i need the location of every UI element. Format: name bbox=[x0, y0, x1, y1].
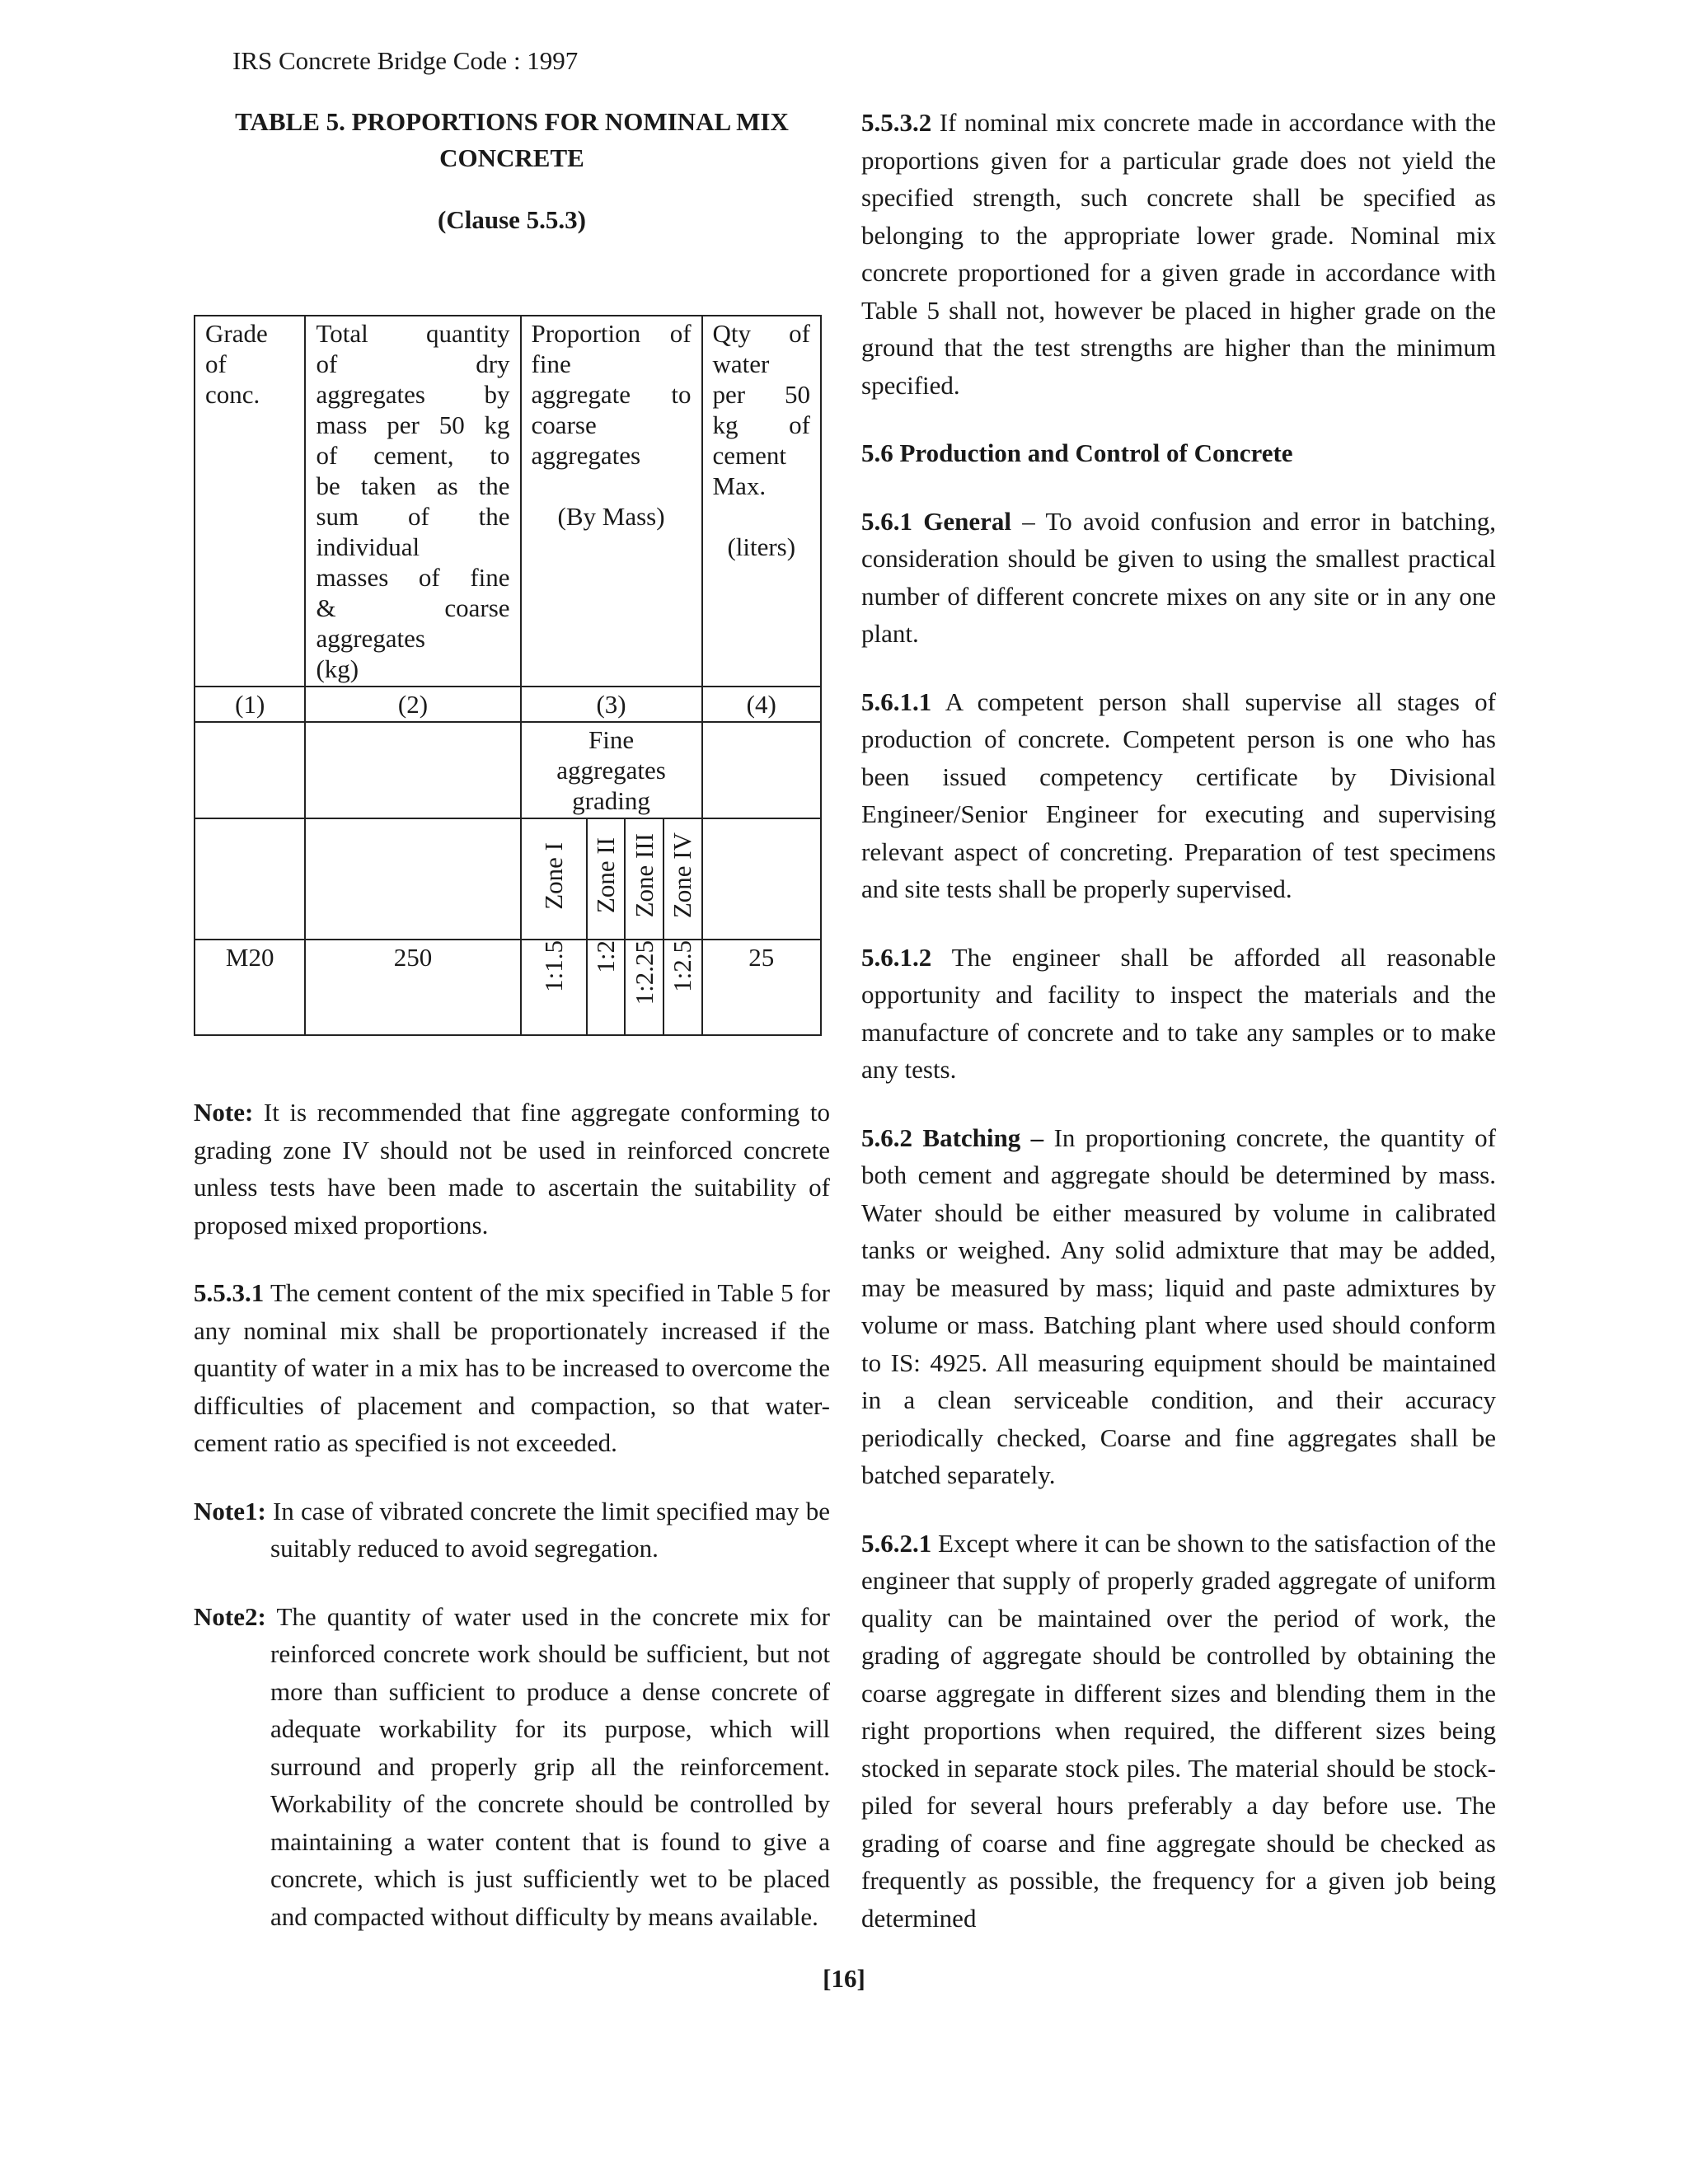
header-line: Max. bbox=[712, 471, 767, 500]
column-number-row bbox=[195, 687, 821, 722]
header-line: conc. bbox=[205, 380, 260, 409]
zone-label: Zone II bbox=[590, 837, 620, 914]
grade-cell: M20 bbox=[195, 940, 305, 1035]
proportion-value: 1:2 bbox=[590, 940, 620, 973]
clause-5-5-3-1 bbox=[194, 1274, 830, 1462]
proportion-cell bbox=[521, 940, 587, 1035]
total-cell: 250 bbox=[305, 940, 520, 1035]
clause-5-6-1-2 bbox=[861, 939, 1496, 1089]
table-clause-reference: (Clause 5.5.3) bbox=[438, 205, 586, 234]
table-row bbox=[195, 940, 821, 1035]
clause-heading: 5.6.2 Batching – bbox=[861, 1122, 1044, 1152]
proportion-value: 1:1.5 bbox=[538, 940, 568, 992]
table-title-line-2: CONCRETE bbox=[439, 143, 584, 172]
proportion-value: 1:2.5 bbox=[668, 940, 697, 992]
note-2 bbox=[194, 1598, 830, 1936]
clause-5-5-3-2 bbox=[861, 104, 1496, 404]
zone-header bbox=[625, 818, 663, 940]
header-grade bbox=[195, 316, 305, 687]
clause-heading: 5.6.1 General bbox=[861, 506, 1011, 536]
header-line: cement bbox=[712, 441, 787, 470]
clause-text: – To avoid confusion and error in batching, consideration should be given to using the smallest practical number of different concrete mixes on any site or in any one plant. bbox=[861, 506, 1496, 648]
water-cell: 25 bbox=[702, 940, 821, 1035]
column-number: (3) bbox=[521, 687, 702, 722]
header-line: of bbox=[205, 349, 227, 378]
note-1-label: Note1: bbox=[194, 1496, 266, 1526]
column-number: (1) bbox=[195, 687, 305, 722]
table-header-row bbox=[195, 316, 821, 687]
header-line: water bbox=[712, 349, 770, 378]
clause-number: 5.6.2.1 bbox=[861, 1528, 932, 1558]
column-number: (2) bbox=[305, 687, 520, 722]
header-line: (kg) bbox=[316, 654, 359, 683]
clause-5-6-1-1 bbox=[861, 683, 1496, 908]
header-line: masses of fine bbox=[316, 563, 510, 592]
empty-cell bbox=[305, 818, 520, 940]
note-text: It is recommended that fine aggregate conforming to grading zone IV should not be used in reinforced concrete unless tests have been made to ascertain the suitability of proposed mixed proportions. bbox=[194, 1098, 830, 1240]
zone-label: Zone IV bbox=[668, 832, 697, 919]
header-line: aggregates bbox=[316, 624, 425, 653]
header-proportion bbox=[521, 316, 702, 687]
header-line: of cement, to bbox=[316, 441, 510, 470]
proportion-value: 1:2.25 bbox=[629, 940, 659, 1005]
zone-row bbox=[195, 818, 821, 940]
header-line: aggregate to coarse bbox=[531, 380, 692, 439]
header-line: of dry bbox=[316, 349, 510, 378]
empty-cell bbox=[305, 722, 520, 818]
note-label: Note: bbox=[194, 1098, 254, 1127]
grading-label-line: grading bbox=[572, 786, 650, 815]
section-heading-5-6: 5.6 Production and Control of Concrete bbox=[861, 438, 1293, 467]
header-line: Grade bbox=[205, 319, 268, 348]
empty-cell bbox=[702, 818, 821, 940]
right-column bbox=[861, 104, 1496, 1937]
note-2-label: Note2: bbox=[194, 1601, 266, 1631]
header-line: be taken as the bbox=[316, 471, 510, 500]
note-1-text: In case of vibrated concrete the limit specified may be suitably reduced to avoid segregation. bbox=[265, 1496, 830, 1563]
left-column bbox=[194, 104, 830, 1935]
header-line: kg of bbox=[712, 410, 810, 439]
clause-number: 5.6.1.1 bbox=[861, 687, 932, 716]
zone-label: Zone I bbox=[538, 841, 568, 910]
note-2-text: The quantity of water used in the concrete mix for reinforced concrete work should be sufficient, but not more than sufficient to produce a dense concrete of adequate workability for its purpose, which will surround and properly grip all the reinforcement. Workability of the concrete should be controlled by maintaining a water content that is found to give a concrete, which is just sufficiently wet to be placed and compacted without difficulty by means available. bbox=[265, 1601, 830, 1931]
running-header: IRS Concrete Bridge Code : 1997 bbox=[232, 46, 579, 75]
nominal-mix-table bbox=[194, 315, 822, 1036]
zone-label: Zone III bbox=[629, 833, 659, 918]
zone-header bbox=[521, 818, 587, 940]
header-line: aggregates by bbox=[316, 380, 510, 409]
clause-text: The cement content of the mix specified in Table 5 for any nominal mix shall be proportionately increased if the quantity of water in a mix has to be increased to overcome the difficulties of placement and compaction, so that water-cement ratio as specified is not exceeded. bbox=[194, 1278, 830, 1457]
header-line: aggregates bbox=[531, 441, 641, 470]
column-number: (4) bbox=[702, 687, 821, 722]
header-line: Qty of bbox=[712, 319, 810, 348]
clause-5-6-2-1 bbox=[861, 1525, 1496, 1938]
table-title bbox=[227, 104, 796, 176]
clause-text: The engineer shall be afforded all reasonable opportunity and facility to inspect the materials and the manufacture of concrete and to take any samples or to make any tests. bbox=[861, 942, 1496, 1084]
header-line: sum of the bbox=[316, 502, 510, 531]
empty-cell bbox=[702, 722, 821, 818]
header-line: & coarse bbox=[316, 593, 510, 622]
clause-text: In proportioning concrete, the quantity of both cement and aggregate should be determined by mass. Water should be either measured by volume in calibrated tanks or weighed. Any solid admixture that may be added, may be measured by mass; liquid and paste admixtures by volume or mass. Batching plant where used should conform to IS: 4925. All measuring equipment should be maintained in a clean serviceable condition, and their accuracy periodically checked, Coarse and fine aggregates shall be batched separately. bbox=[861, 1122, 1496, 1489]
grading-label-row bbox=[195, 722, 821, 818]
clause-number: 5.6.1.2 bbox=[861, 942, 932, 972]
header-line: (liters) bbox=[727, 532, 796, 561]
clause-number: 5.5.3.2 bbox=[861, 108, 932, 137]
proportion-cell bbox=[625, 940, 663, 1035]
grading-label bbox=[521, 722, 702, 818]
proportion-cell bbox=[587, 940, 626, 1035]
clause-5-6-2 bbox=[861, 1119, 1496, 1494]
header-line: Proportion of fine bbox=[531, 319, 692, 378]
clause-number: 5.5.3.1 bbox=[194, 1278, 265, 1307]
header-water-quantity bbox=[702, 316, 821, 687]
header-line: (By Mass) bbox=[557, 502, 665, 531]
page-number: [16] bbox=[823, 1964, 865, 1993]
zone-header bbox=[663, 818, 702, 940]
header-line: per 50 bbox=[712, 380, 810, 409]
clause-text: Except where it can be shown to the satisfaction of the engineer that supply of properly graded aggregate of uniform quality can be maintained over the period of work, the grading of aggregate should be controlled by obtaining the coarse aggregate in different sizes and blending them in the right proportions when required, the different sizes being stocked in separate stock piles. The material should be stock-piled for several hours preferably a day before use. The grading of coarse and fine aggregate should be checked as frequently as possible, the frequency for a given job being determined bbox=[861, 1528, 1496, 1933]
grading-label-line: Fine aggregates bbox=[556, 725, 666, 785]
clause-5-6-1 bbox=[861, 503, 1496, 653]
table-title-line-1: TABLE 5. PROPORTIONS FOR NOMINAL MIX bbox=[235, 107, 789, 136]
header-line: Total quantity bbox=[316, 319, 510, 348]
table-note bbox=[194, 1094, 830, 1244]
header-total-quantity bbox=[305, 316, 520, 687]
header-line: individual bbox=[316, 532, 420, 561]
empty-cell bbox=[195, 818, 305, 940]
clause-text: If nominal mix concrete made in accordance with the proportions given for a particular grade does not yield the specified strength, such concrete shall be specified as belonging to the appropriate lower grade. Nominal mix concrete proportioned for a given grade in accordance with Table 5 shall not, however be placed in higher grade on the ground that the test strengths are higher than the minimum specified. bbox=[861, 108, 1496, 400]
zone-header bbox=[587, 818, 626, 940]
header-line: mass per 50 kg bbox=[316, 410, 510, 439]
clause-text: A competent person shall supervise all stages of production of concrete. Competent person is one who has been issued competency certificate by Divisional Engineer/Senior Engineer for executing and supervising relevant aspect of concreting. Preparation of test specimens and site tests shall be properly supervised. bbox=[861, 687, 1496, 903]
empty-cell bbox=[195, 722, 305, 818]
note-1 bbox=[194, 1493, 830, 1568]
proportion-cell bbox=[663, 940, 702, 1035]
